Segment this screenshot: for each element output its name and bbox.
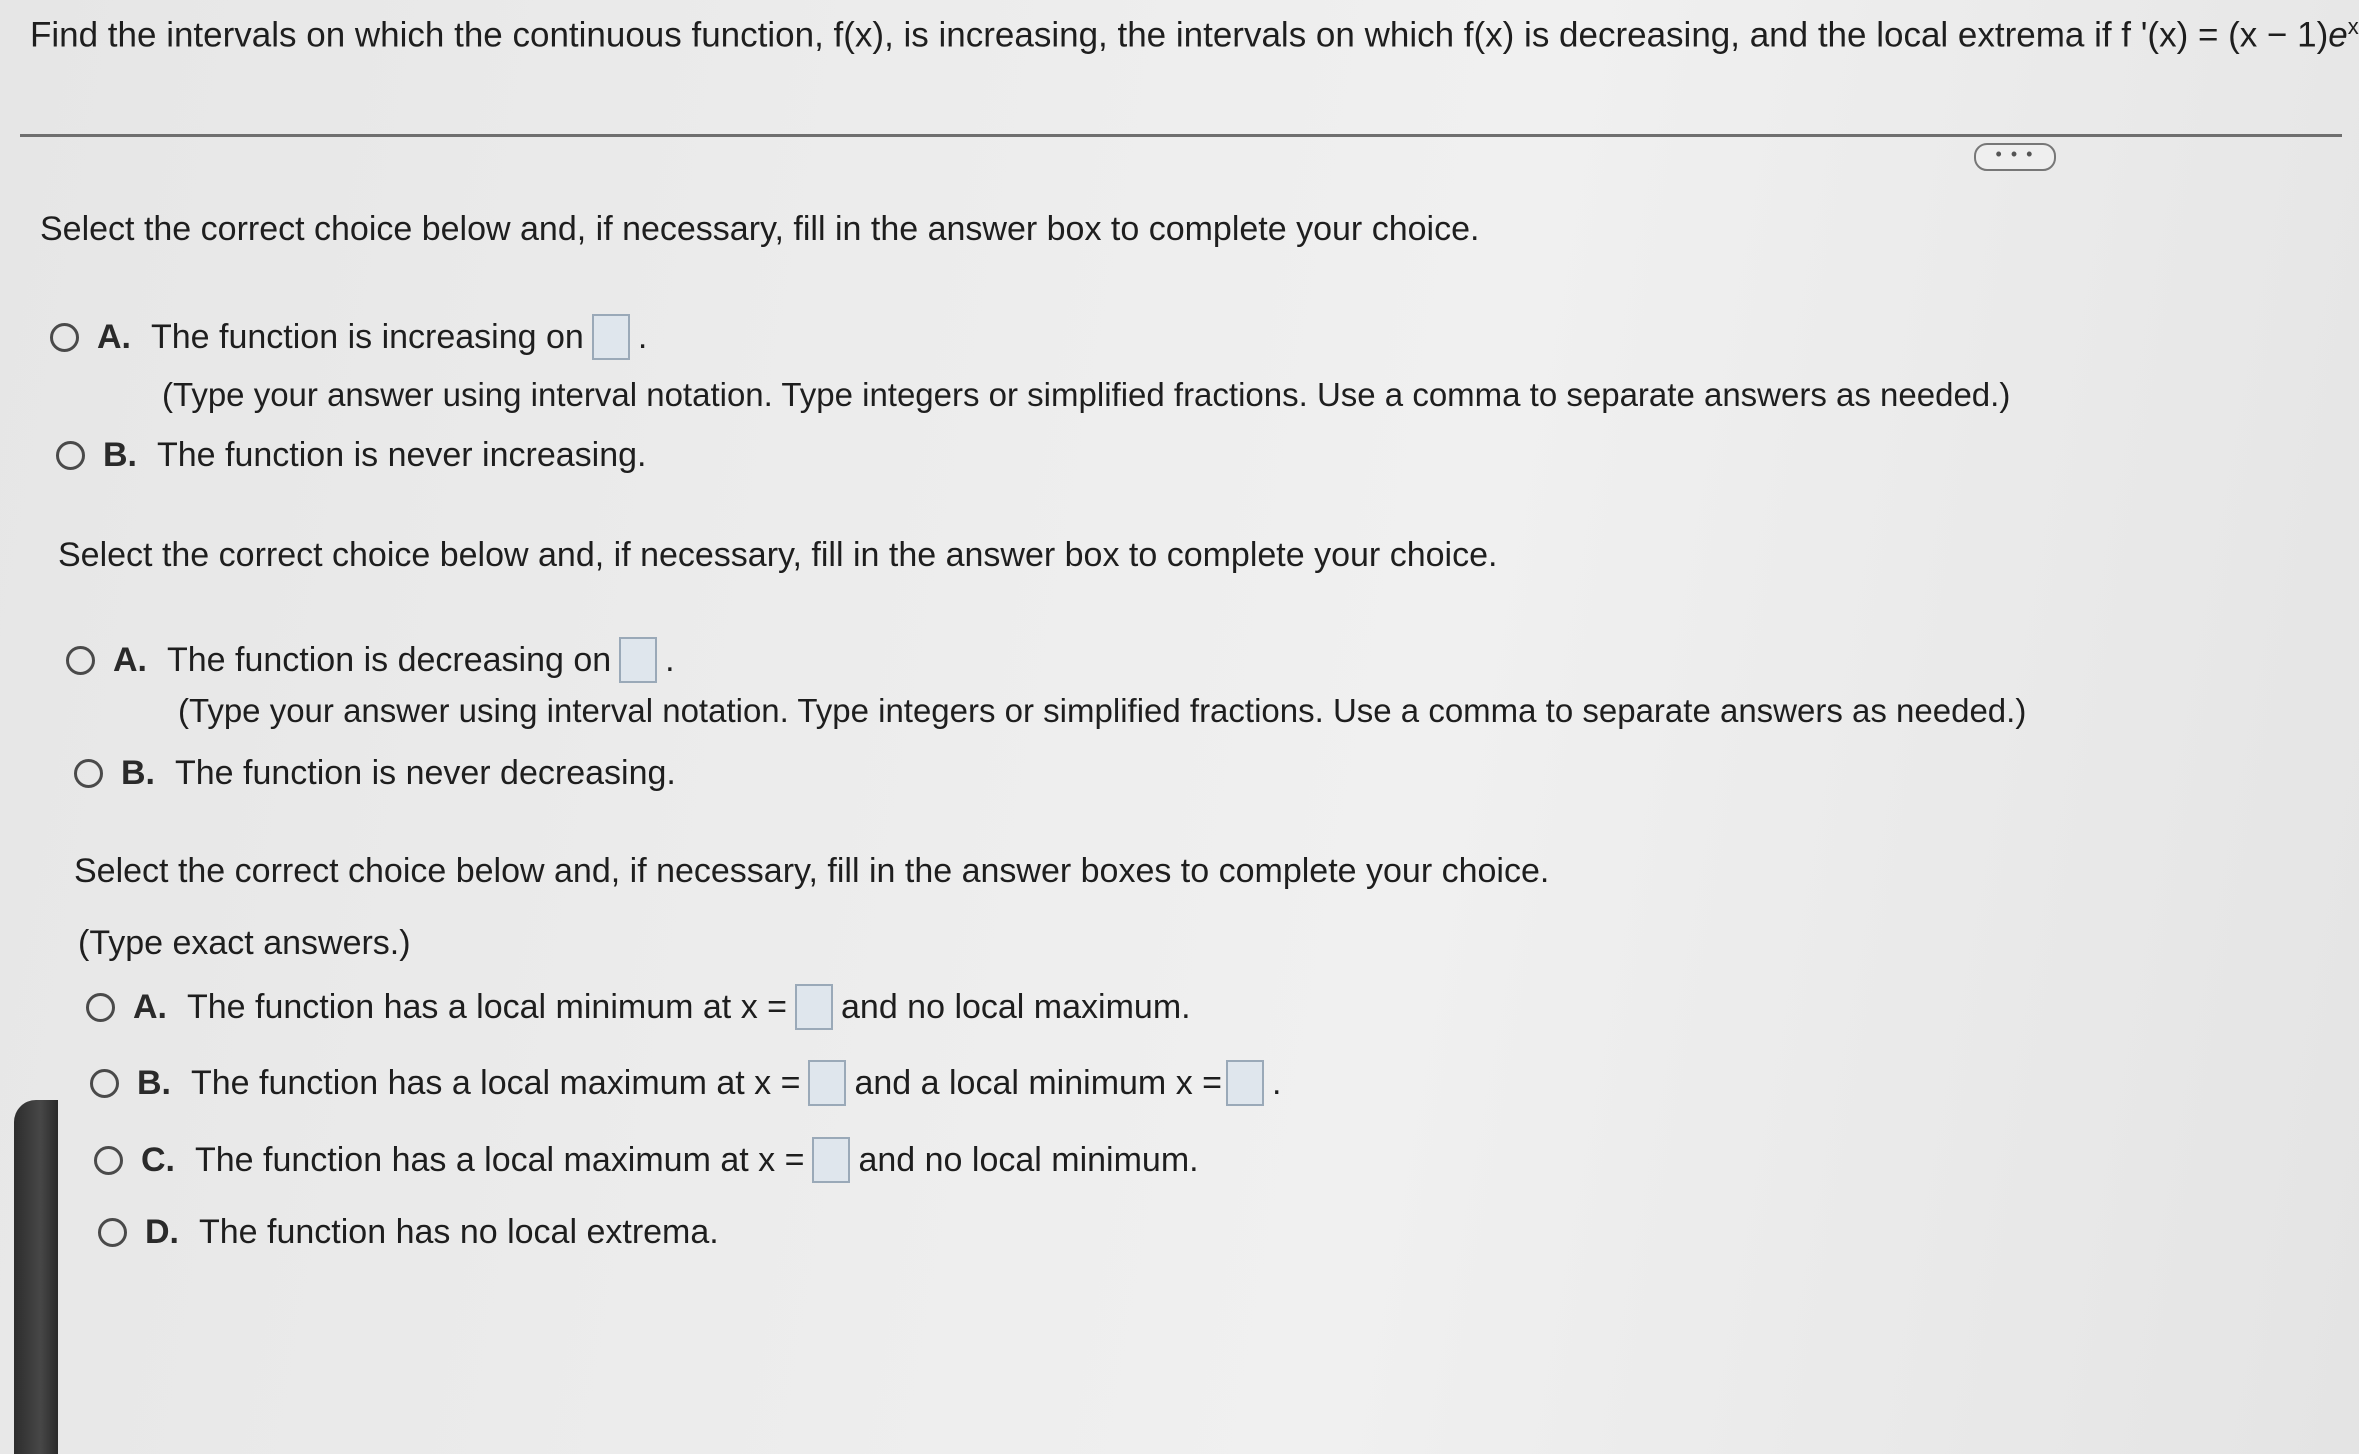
option-text: The function is never increasing. xyxy=(157,436,647,474)
option-text-middle: and a local minimum x = xyxy=(854,1063,1222,1102)
option-text: The function has no local extrema. xyxy=(199,1213,719,1251)
option-letter: A. xyxy=(97,317,131,356)
option-letter: A. xyxy=(133,987,167,1026)
radio-button[interactable] xyxy=(50,323,79,352)
option-text: The function is decreasing on xyxy=(167,640,612,679)
part3-instruction: Select the correct choice below and, if necessary, fill in the answer boxes to complete your choice. xyxy=(74,852,1550,890)
option-text: The function is never decreasing. xyxy=(175,754,676,792)
question-body: Find the intervals on which the continuous function, f(x), is increasing, the intervals on which f(x) is decreasing, and the local extrema if f '(x) = (x − 1) xyxy=(30,15,2329,55)
option-letter: A. xyxy=(113,640,147,679)
option-text: The function has a local minimum at x = xyxy=(187,987,787,1026)
option-letter: B. xyxy=(103,436,137,474)
part2-instruction: Select the correct choice below and, if necessary, fill in the answer box to complete your choice. xyxy=(58,536,1498,574)
local-maximum-input[interactable] xyxy=(808,1060,846,1106)
part3-option-a[interactable] xyxy=(86,984,1191,1030)
radio-button[interactable] xyxy=(86,993,115,1022)
more-button[interactable]: • • • xyxy=(1974,143,2056,171)
option-text-after: and no local minimum. xyxy=(858,1140,1199,1179)
option-text: The function has a local maximum at x = xyxy=(195,1140,805,1179)
radio-button[interactable] xyxy=(98,1218,127,1247)
radio-button[interactable] xyxy=(56,441,85,470)
question-text xyxy=(30,14,2359,56)
part1-option-b[interactable] xyxy=(56,436,646,475)
part2-option-b[interactable] xyxy=(74,754,676,793)
option-text: The function is increasing on xyxy=(151,317,584,356)
radio-button[interactable] xyxy=(90,1069,119,1098)
option-text-after: and no local maximum. xyxy=(841,987,1191,1026)
local-minimum-input[interactable] xyxy=(1226,1060,1264,1106)
increasing-interval-input[interactable] xyxy=(592,314,630,360)
option-text: The function has a local maximum at x = xyxy=(191,1063,801,1102)
part2-hint: (Type your answer using interval notation. Type integers or simplified fractions. Use a comma to separate answers as needed.) xyxy=(178,692,2027,729)
part3-option-c[interactable] xyxy=(94,1137,1199,1183)
part1-option-a[interactable]: A. The function is increasing on . xyxy=(50,314,647,360)
question-exp-power: x xyxy=(2347,14,2359,39)
option-letter: B. xyxy=(137,1063,171,1102)
local-minimum-input[interactable] xyxy=(795,984,833,1030)
option-letter: B. xyxy=(121,754,155,792)
radio-button[interactable] xyxy=(66,646,95,675)
decreasing-interval-input[interactable] xyxy=(619,637,657,683)
option-letter: C. xyxy=(141,1140,175,1179)
part1-hint: (Type your answer using interval notation. Type integers or simplified fractions. Use a comma to separate answers as needed.) xyxy=(162,376,2011,413)
local-maximum-input[interactable] xyxy=(812,1137,850,1183)
part2-option-a[interactable]: A. The function is decreasing on . xyxy=(66,637,675,683)
radio-button[interactable] xyxy=(94,1146,123,1175)
option-letter: D. xyxy=(145,1213,179,1251)
radio-button[interactable] xyxy=(74,759,103,788)
question-exp-base: e xyxy=(2328,15,2348,55)
divider xyxy=(20,134,2342,137)
part3-note: (Type exact answers.) xyxy=(78,924,411,962)
screen-bezel xyxy=(14,1100,58,1454)
part3-option-d[interactable] xyxy=(98,1213,719,1252)
part1-instruction: Select the correct choice below and, if necessary, fill in the answer box to complete your choice. xyxy=(40,210,1480,248)
part3-option-b[interactable]: B. The function has a local maximum at x = and a local minimum x = . xyxy=(90,1060,1281,1106)
